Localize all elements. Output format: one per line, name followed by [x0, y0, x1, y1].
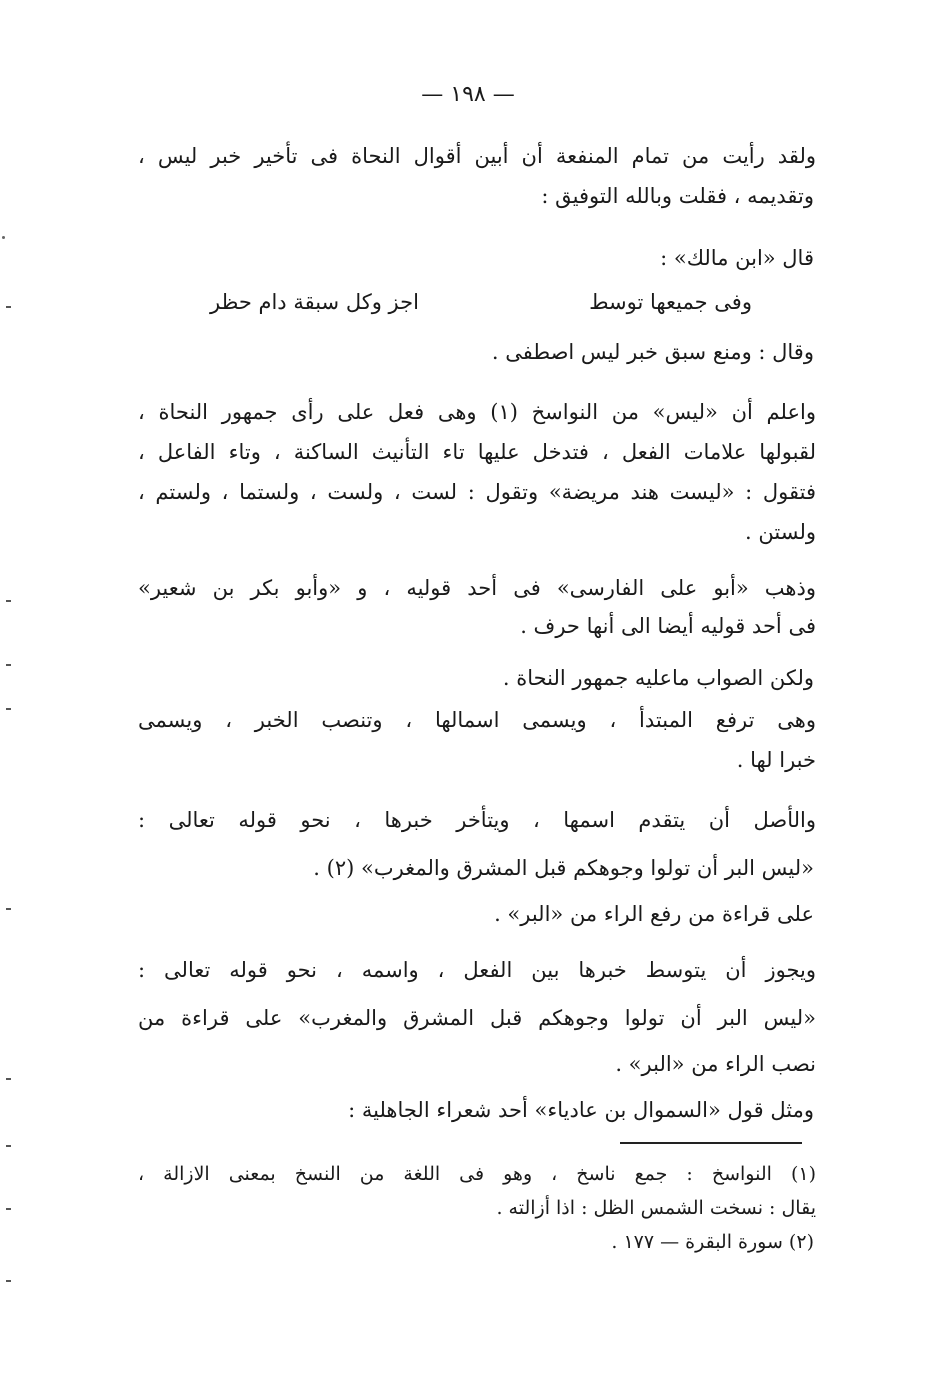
text-line: وذهب «أبو على الفارسى» فى أحد قوليه ، و «وأبو بكر بن شعير»	[138, 576, 816, 600]
text-line: فتقول : «ليست هند مريضة» وتقول : لست ، ولست ، ولستما ، ولستم ،	[138, 480, 816, 504]
text-line: لقبولها علامات الفعل ، فتدخل عليها تاء التأنيث الساكنة ، وتاء الفاعل ،	[138, 440, 816, 464]
text-line: فى أحد قوليه أيضا الى أنها حرف .	[520, 614, 816, 638]
scan-speck	[6, 664, 11, 666]
text-line: «ليس البر أن تولوا وجوهكم قبل المشرق والمغرب» على قراءة من	[138, 1006, 816, 1030]
footnote-line: (١) النواسخ : جمع ناسخ ، وهو فى اللغة من النسخ بمعنى الازالة ،	[138, 1163, 816, 1185]
scan-speck	[6, 306, 11, 308]
scan-speck	[6, 1208, 11, 1210]
text-line: على قراءة من رفع الراء من «البر» .	[494, 902, 814, 926]
scan-speck	[6, 908, 11, 910]
text-line: ولستن .	[745, 520, 816, 544]
text-line: واعلم أن «ليس» من النواسخ (١) وهى فعل على رأى جمهور النحاة ،	[138, 400, 816, 424]
scan-speck	[6, 1280, 11, 1282]
scan-speck	[6, 600, 11, 602]
text-line: قال «ابن مالك» :	[660, 246, 814, 270]
text-line: ويجوز أن يتوسط خبرها بين الفعل ، واسمه ، نحو قوله تعالى :	[138, 958, 816, 982]
text-line: وهى ترفع المبتدأ ، ويسمى اسمالها ، وتنصب الخبر ، ويسمى	[138, 708, 816, 732]
text-line: ولكن الصواب ماعليه جمهور النحاة .	[502, 666, 814, 690]
verse-hemistich-left: اجز وكل سبقة دام حظر	[210, 290, 419, 314]
verse-hemistich-right: وفى جميعها توسط	[589, 290, 752, 314]
scan-speck	[2, 236, 5, 239]
text-line: نصب الراء من «البر» .	[615, 1052, 816, 1076]
text-line: ولقد رأيت من تمام المنفعة أن أبين أقوال النحاة فى تأخير خبر ليس ،	[138, 144, 816, 168]
text-line: وقال : ومنع سبق خبر ليس اصطفى .	[491, 340, 814, 364]
page-number: — ١٩٨ —	[421, 82, 515, 107]
text-line: خبرا لها .	[736, 748, 816, 772]
footnote-line: يقال : نسخت الشمس الظل : اذا أزالته .	[496, 1197, 816, 1219]
text-line: «ليس البر أن تولوا وجوهكم قبل المشرق والمغرب» (٢) .	[313, 856, 814, 880]
footnote-divider	[620, 1142, 802, 1144]
text-line: والأصل أن يتقدم اسمها ، ويتأخر خبرها ، نحو قوله تعالى :	[138, 808, 816, 832]
footnote-line: (٢) سورة البقرة — ١٧٧ .	[611, 1231, 814, 1253]
scan-speck	[6, 708, 11, 710]
scan-speck	[6, 1078, 11, 1080]
scan-speck	[6, 1145, 11, 1147]
text-line: ومثل قول «السموال بن عادياء» أحد شعراء الجاهلية :	[348, 1098, 814, 1122]
text-line: وتقديمه ، فقلت وبالله التوفيق :	[541, 184, 814, 208]
